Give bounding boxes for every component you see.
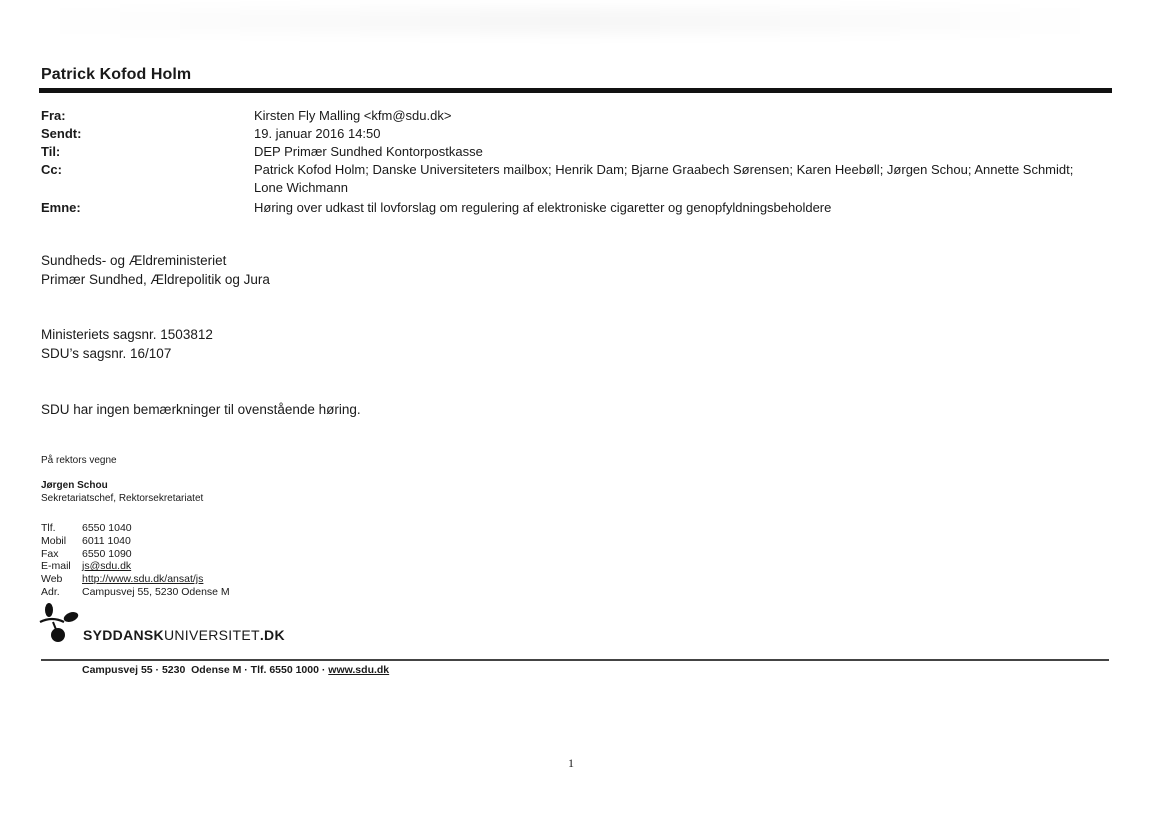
from-row: [41, 107, 1111, 125]
to-value: DEP Primær Sundhed Kontorpostkasse: [254, 144, 483, 159]
sent-row: [41, 125, 1111, 143]
cc-value: [254, 161, 1111, 197]
case-ministry: Ministeriets sagsnr. 1503812: [41, 327, 213, 342]
contact-value: 6011 1040: [82, 534, 131, 547]
logo-wordmark: [83, 627, 285, 643]
logo-part-3: .DK: [259, 627, 285, 643]
subject-label: Emne:: [41, 200, 81, 215]
contact-label: Tlf.: [41, 522, 56, 534]
cc-label: Cc:: [41, 162, 62, 177]
sender-name-heading: Patrick Kofod Holm: [41, 66, 192, 83]
contact-value: 6550 1090: [82, 547, 132, 560]
contact-row-email: [41, 560, 230, 573]
email-link[interactable]: js@sdu.dk: [82, 560, 132, 573]
sent-label: Sendt:: [41, 126, 82, 141]
subject-value: Høring over udkast til lovforslag om regulering af elektroniske cigaretter og genopfyldningsbeholdere: [254, 200, 832, 215]
sdu-leaf-logo-icon: [38, 602, 82, 646]
subject-row: [41, 199, 1111, 217]
header-rule: [39, 88, 1112, 93]
contact-label: Web: [41, 573, 63, 586]
contact-row-address: [41, 586, 230, 599]
recipient-line2: Primær Sundhed, Ældrepolitik og Jura: [41, 272, 270, 287]
logo-part-1: SYDDANSK: [83, 627, 164, 643]
scan-artifact: [30, 8, 1110, 34]
cc-value-line2: Lone Wichmann: [254, 180, 348, 195]
contact-label: Fax: [41, 547, 59, 560]
contact-value: Campusvej 55, 5230 Odense M: [82, 585, 230, 598]
message-text: SDU har ingen bemærkninger til ovenstående høring.: [41, 402, 361, 417]
on-behalf-text: På rektors vegne: [41, 455, 117, 466]
footer-rule: [41, 659, 1109, 661]
footer-address: Campusvej 55 · 5230 Odense M · Tlf. 6550 1000 ·: [82, 664, 329, 676]
case-sdu: SDU’s sagsnr. 16/107: [41, 346, 172, 361]
contact-value: 6550 1040: [82, 522, 132, 534]
sent-value: 19. januar 2016 14:50: [254, 126, 381, 141]
cc-row: [41, 161, 1111, 197]
signer-name: Jørgen Schou: [41, 480, 108, 491]
contact-row-web: [41, 573, 230, 586]
to-label: Til:: [41, 144, 61, 159]
signature-block: [41, 480, 203, 506]
signer-title: Sekretariatschef, Rektorsekretariatet: [41, 492, 204, 504]
contact-row-mobile: [41, 535, 230, 548]
logo-part-2: UNIVERSITET: [163, 627, 260, 643]
contact-table: [41, 522, 230, 599]
contact-row-fax: [41, 548, 230, 561]
contact-label: Adr.: [41, 585, 60, 598]
email-header: [41, 107, 1111, 217]
footer-website-link[interactable]: www.sdu.dk: [328, 664, 390, 676]
from-value: Kirsten Fly Malling <kfm@sdu.dk>: [254, 108, 452, 123]
contact-row-phone: [41, 522, 230, 535]
contact-label: E-mail: [41, 560, 71, 573]
sdu-logo: [38, 602, 338, 646]
recipient-line1: Sundheds- og Ældreministeriet: [41, 253, 227, 268]
page-number: 1: [568, 756, 574, 770]
from-label: Fra:: [41, 108, 66, 123]
cc-value-line1: Patrick Kofod Holm; Danske Universiteters mailbox; Henrik Dam; Bjarne Graabech Sørensen; Karen Heebøll; Jørgen Schou; Annette Schmidt;: [254, 162, 1074, 177]
contact-label: Mobil: [41, 534, 67, 547]
recipient-block: [41, 251, 270, 289]
footer: [82, 664, 389, 676]
web-link[interactable]: http://www.sdu.dk/ansat/js: [82, 573, 204, 586]
to-row: [41, 143, 1111, 161]
case-numbers: [41, 325, 213, 363]
